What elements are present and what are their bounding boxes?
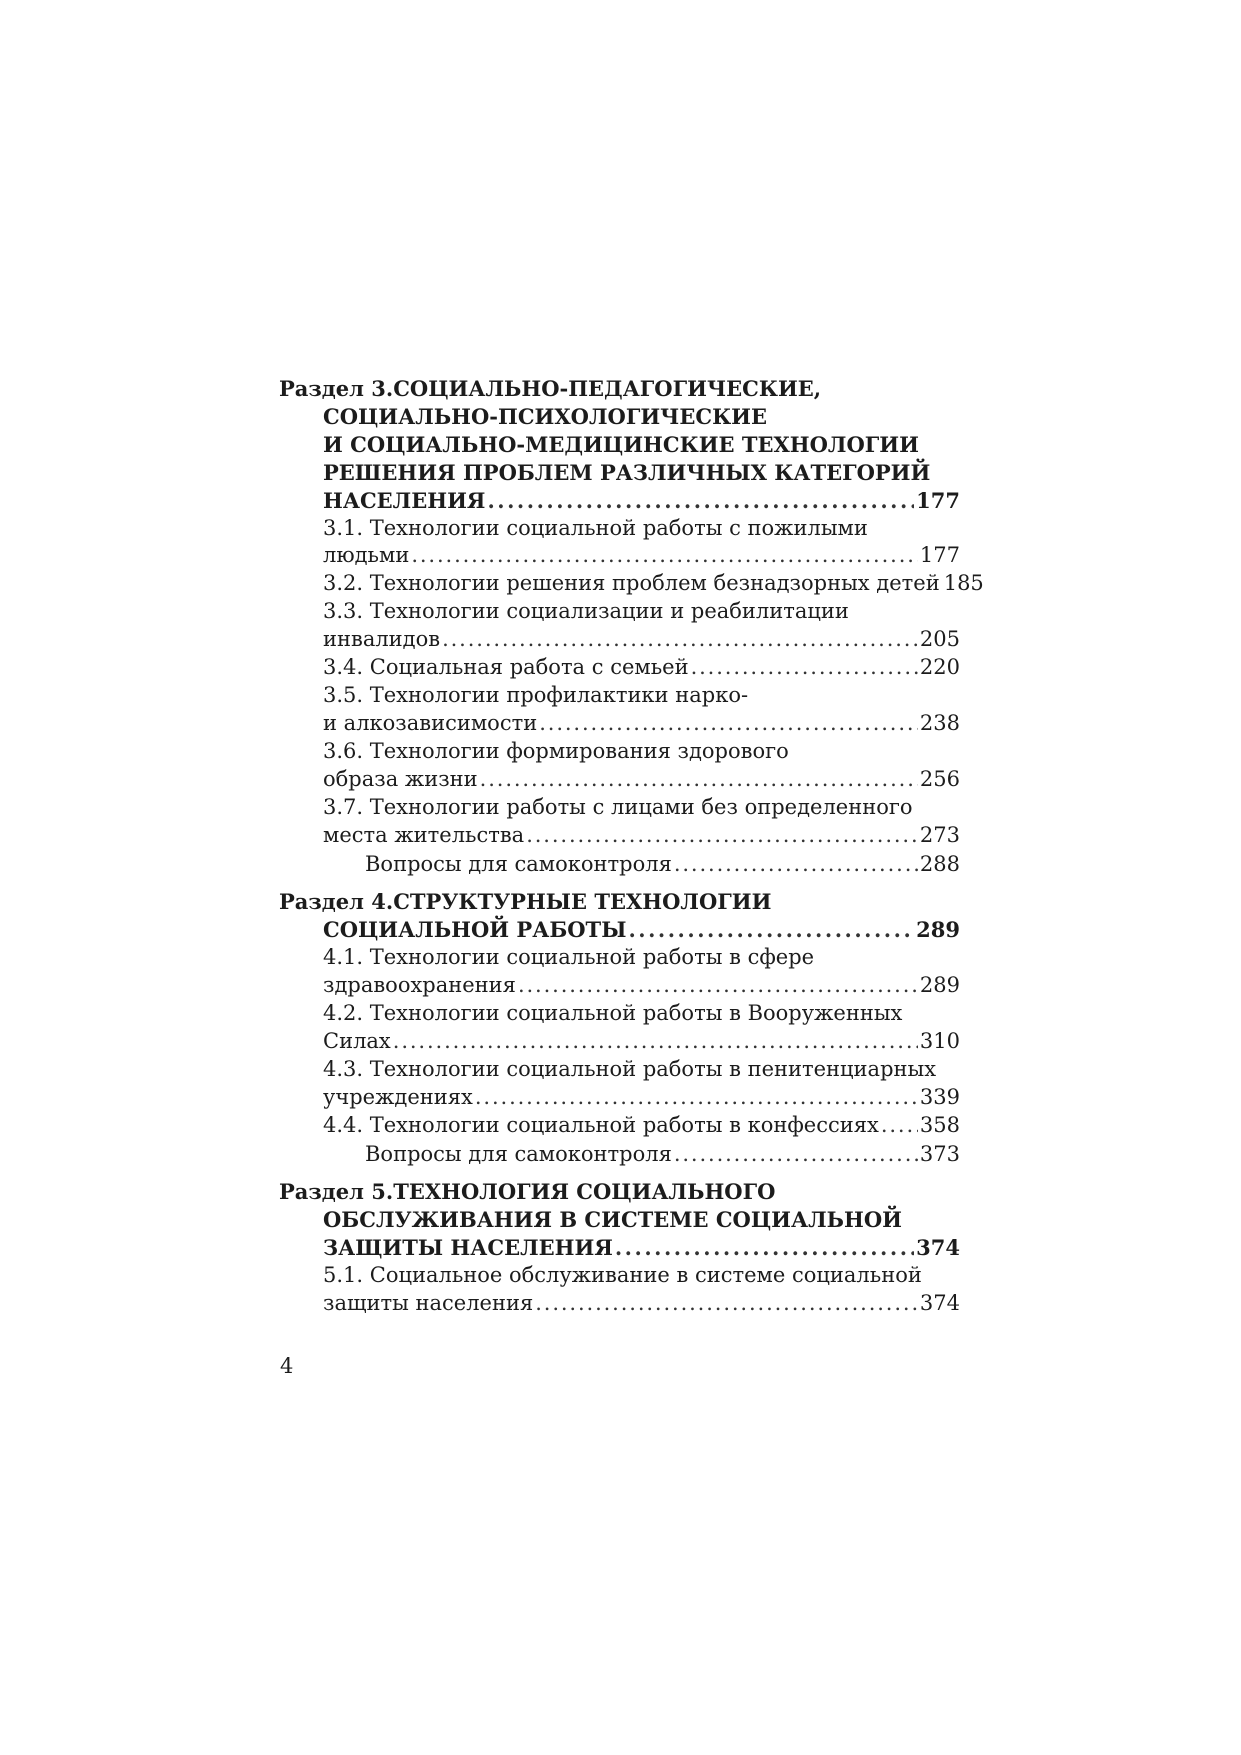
dot-leader (487, 487, 914, 515)
section-heading-last (279, 916, 960, 944)
page-ref: 373 (919, 1142, 960, 1167)
section-title-line: СОЦИАЛЬНО-ПЕДАГОГИЧЕСКИЕ, (393, 376, 822, 401)
section-title-line: И СОЦИАЛЬНО-МЕДИЦИНСКИЕ ТЕХНОЛОГИИ (323, 431, 919, 457)
page-ref: 289 (919, 973, 960, 998)
questions-item-text: Вопросы для самоконтроля (365, 852, 672, 877)
dot-leader (393, 1028, 918, 1056)
dot-leader (674, 1141, 918, 1169)
section-title-line: РЕШЕНИЯ ПРОБЛЕМ РАЗЛИЧНЫХ КАТЕГОРИЙ (323, 459, 931, 485)
toc-item-text: и алкозависимости (323, 710, 538, 735)
section-heading-line (279, 403, 960, 431)
section-heading-line (279, 1178, 960, 1206)
section-heading-line (279, 888, 960, 916)
section-heading-line (279, 459, 960, 487)
dot-leader (442, 626, 918, 654)
table-of-contents (279, 375, 984, 1327)
toc-item-line: 4.2. Технологии социальной работы в Вооруженных (323, 1000, 903, 1025)
toc-item-text: людьми (323, 543, 410, 568)
page-ref: 177 (916, 487, 960, 513)
dot-leader (411, 542, 918, 570)
section-heading-last-text: ЗАЩИТЫ НАСЕЛЕНИЯ (323, 1235, 613, 1261)
section-heading-last (279, 1234, 960, 1262)
section-heading (279, 1178, 960, 1262)
toc-item-line: 4.3. Технологии социальной работы в пенитенциарных (323, 1056, 937, 1081)
section-heading-last (279, 487, 960, 515)
toc-item (279, 654, 960, 682)
page-ref: 177 (919, 543, 960, 568)
toc-item-text: инвалидов (323, 627, 441, 652)
dot-leader (526, 822, 918, 850)
toc-item-line: 3.6. Технологии формирования здорового (323, 738, 789, 763)
section-heading-line (279, 375, 960, 403)
page-ref: 220 (919, 655, 960, 680)
toc-item (279, 542, 960, 570)
section-title-line: СОЦИАЛЬНО-ПСИХОЛОГИЧЕСКИЕ (323, 403, 768, 429)
dot-leader (480, 766, 918, 794)
dot-leader (539, 710, 918, 738)
page-ref: 358 (919, 1112, 960, 1137)
toc-item (279, 822, 960, 850)
dot-leader (691, 654, 918, 682)
toc-item (279, 1028, 960, 1056)
section-heading (279, 888, 960, 944)
toc-section (279, 888, 960, 1169)
page-ref: 288 (919, 852, 960, 877)
questions-item (279, 1141, 960, 1169)
page-ref: 273 (919, 822, 960, 847)
dot-leader (615, 1234, 914, 1262)
toc-item-line: 3.7. Технологии работы с лицами без определенного (323, 794, 913, 819)
questions-item-text: Вопросы для самоконтроля (365, 1142, 672, 1167)
toc-item-line: 5.1. Социальное обслуживание в системе социальной (323, 1263, 922, 1288)
dot-leader (475, 1084, 918, 1112)
page-ref: 238 (919, 710, 960, 735)
toc-item-text: 4.4. Технологии социальной работы в конфессиях (323, 1112, 879, 1137)
page-ref: 339 (919, 1084, 960, 1109)
dot-leader (628, 916, 914, 944)
section-title-line: СТРУКТУРНЫЕ ТЕХНОЛОГИИ (393, 889, 772, 915)
toc-item-line: 3.5. Технологии профилактики нарко- (323, 682, 749, 707)
dot-leader (674, 851, 918, 879)
section-heading-line (279, 1206, 960, 1234)
toc-item-line: 3.1. Технологии социальной работы с пожилыми (323, 515, 868, 540)
toc-item-text: Силах (323, 1028, 391, 1053)
toc-item (279, 766, 960, 794)
toc-section (279, 375, 984, 879)
page-ref: 205 (919, 627, 960, 652)
toc-item (279, 570, 984, 598)
toc-item-text: здравоохранения (323, 973, 516, 998)
dot-leader (535, 1290, 918, 1318)
toc-item-text: 3.2. Технологии решения проблем безнадзорных детей (323, 571, 940, 596)
toc-item-line: 3.3. Технологии социализации и реабилитации (323, 599, 849, 624)
section-heading-last-text: СОЦИАЛЬНОЙ РАБОТЫ (323, 917, 627, 943)
toc-section (279, 1178, 960, 1318)
section-label: Раздел 5. (279, 1179, 394, 1205)
toc-item-text: учреждениях (323, 1084, 473, 1109)
page-number: 4 (280, 1354, 294, 1378)
page-ref: 185 (943, 571, 984, 596)
page-ref: 310 (919, 1028, 960, 1053)
toc-item-text: защиты населения (323, 1291, 534, 1315)
toc-item (279, 1084, 960, 1112)
section-label: Раздел 4. (279, 889, 394, 915)
page-ref: 374 (919, 1291, 960, 1315)
toc-item (279, 972, 960, 1000)
page-ref: 374 (916, 1235, 960, 1261)
section-heading-last-text: НАСЕЛЕНИЯ (323, 487, 486, 513)
questions-item (279, 851, 960, 879)
section-heading-line (279, 431, 960, 459)
page-ref: 289 (916, 917, 960, 943)
toc-item-text: места жительства (323, 822, 525, 847)
toc-item (279, 710, 960, 738)
section-heading (279, 375, 960, 515)
toc-item (279, 1290, 960, 1318)
dot-leader (518, 972, 918, 1000)
dot-leader (881, 1112, 918, 1140)
page-ref: 256 (919, 766, 960, 791)
toc-item-text: 3.4. Социальная работа с семьей (323, 655, 689, 680)
section-label: Раздел 3. (279, 376, 394, 401)
toc-item-line: 4.1. Технологии социальной работы в сфере (323, 945, 815, 970)
toc-item-text: образа жизни (323, 766, 478, 791)
section-title-line: ТЕХНОЛОГИЯ СОЦИАЛЬНОГО (393, 1179, 776, 1205)
section-title-line: ОБСЛУЖИВАНИЯ В СИСТЕМЕ СОЦИАЛЬНОЙ (323, 1207, 902, 1233)
toc-item (279, 626, 960, 654)
toc-item (279, 1112, 960, 1140)
